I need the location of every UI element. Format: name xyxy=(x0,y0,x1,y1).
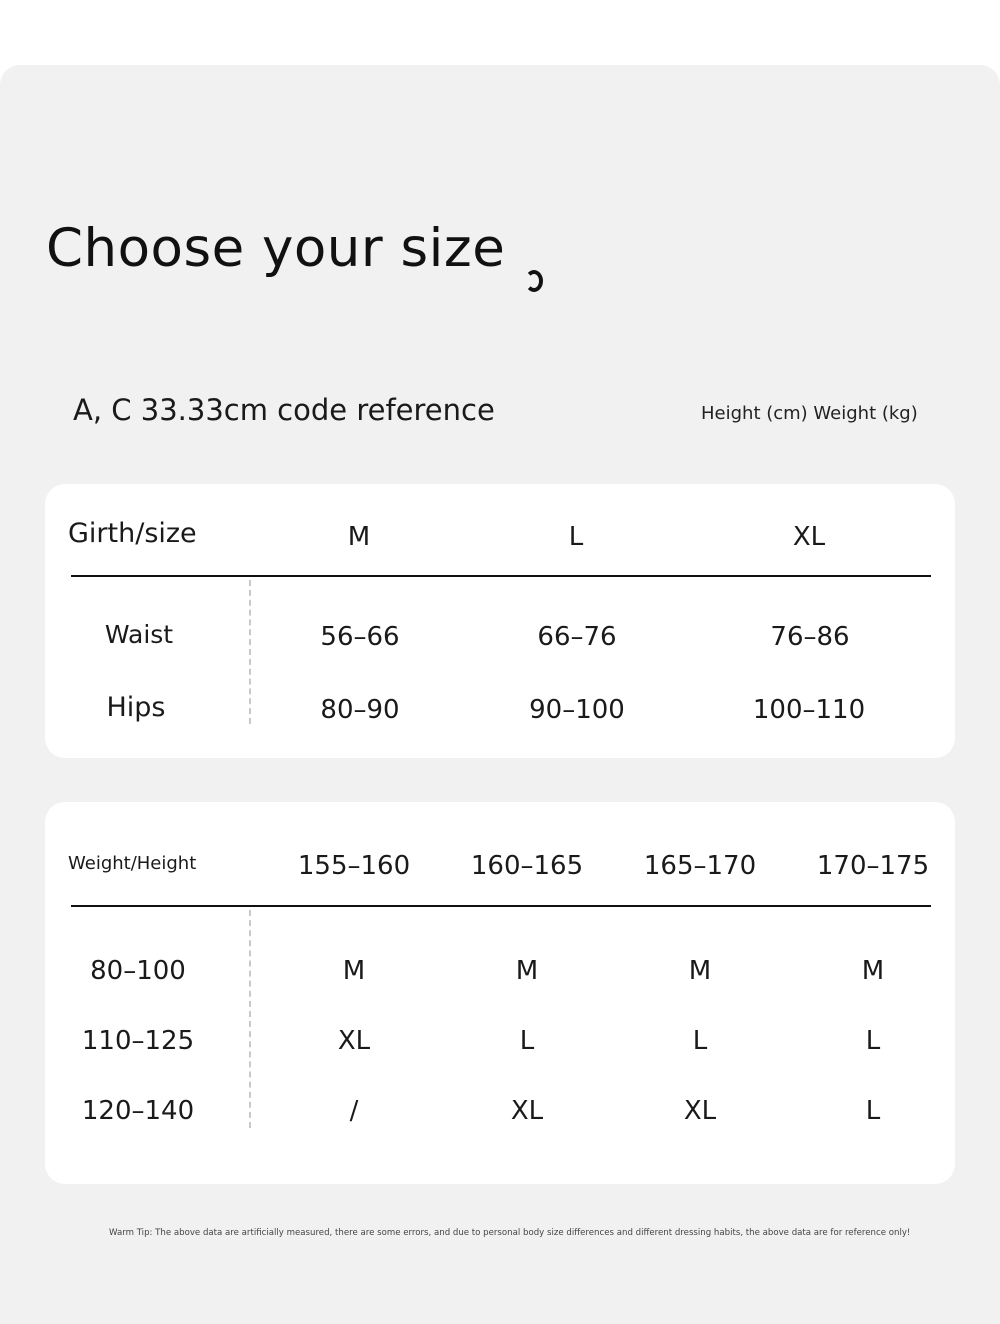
size-cell: L xyxy=(519,1026,535,1056)
size-cell: / xyxy=(349,1096,359,1126)
weight-row-label: 120–140 xyxy=(81,1096,195,1126)
weight-row-label: 80–100 xyxy=(90,956,186,986)
page-title: Choose your size xyxy=(46,218,506,279)
size-cell: M xyxy=(342,956,366,986)
size-cell: L xyxy=(692,1026,708,1056)
column-divider xyxy=(249,910,251,1128)
reference-label: A, C 33.33cm code reference xyxy=(73,393,495,427)
height-col-header: 155–160 xyxy=(297,851,411,881)
weight-corner-header: Weight/Height xyxy=(68,853,197,874)
height-col-header: 165–170 xyxy=(643,851,757,881)
header-divider xyxy=(71,905,931,907)
girth-cell: 80–90 xyxy=(320,695,400,725)
size-cell: XL xyxy=(510,1096,544,1126)
units-label: Height (cm) Weight (kg) xyxy=(701,403,918,424)
girth-cell: 100–110 xyxy=(752,695,866,725)
warm-tip-note: Warm Tip: The above data are artificially measured, there are some errors, and due to personal body size differences and different dressing habits, the above data are for reference only! xyxy=(109,1228,911,1238)
size-cell: XL xyxy=(337,1026,371,1056)
girth-cell: 66–76 xyxy=(537,622,617,652)
decorative-mark xyxy=(525,270,543,292)
header-divider xyxy=(71,575,931,577)
weight-height-size-table xyxy=(45,802,955,1184)
size-cell: L xyxy=(865,1026,881,1056)
size-cell: XL xyxy=(683,1096,717,1126)
girth-cell: 76–86 xyxy=(770,622,850,652)
size-cell: M xyxy=(688,956,712,986)
height-col-header: 160–165 xyxy=(470,851,584,881)
weight-row-label: 110–125 xyxy=(81,1026,195,1056)
girth-col-header: M xyxy=(347,522,371,552)
size-cell: L xyxy=(865,1096,881,1126)
height-col-header: 170–175 xyxy=(816,851,930,881)
size-cell: M xyxy=(515,956,539,986)
girth-col-header: XL xyxy=(792,522,826,552)
column-divider xyxy=(249,580,251,724)
girth-row-label: Waist xyxy=(104,620,174,649)
girth-corner-header: Girth/size xyxy=(68,518,197,549)
girth-row-label: Hips xyxy=(106,692,166,723)
girth-size-table xyxy=(45,484,955,758)
girth-col-header: L xyxy=(568,522,584,552)
size-cell: M xyxy=(861,956,885,986)
girth-cell: 56–66 xyxy=(320,622,400,652)
girth-cell: 90–100 xyxy=(529,695,625,725)
